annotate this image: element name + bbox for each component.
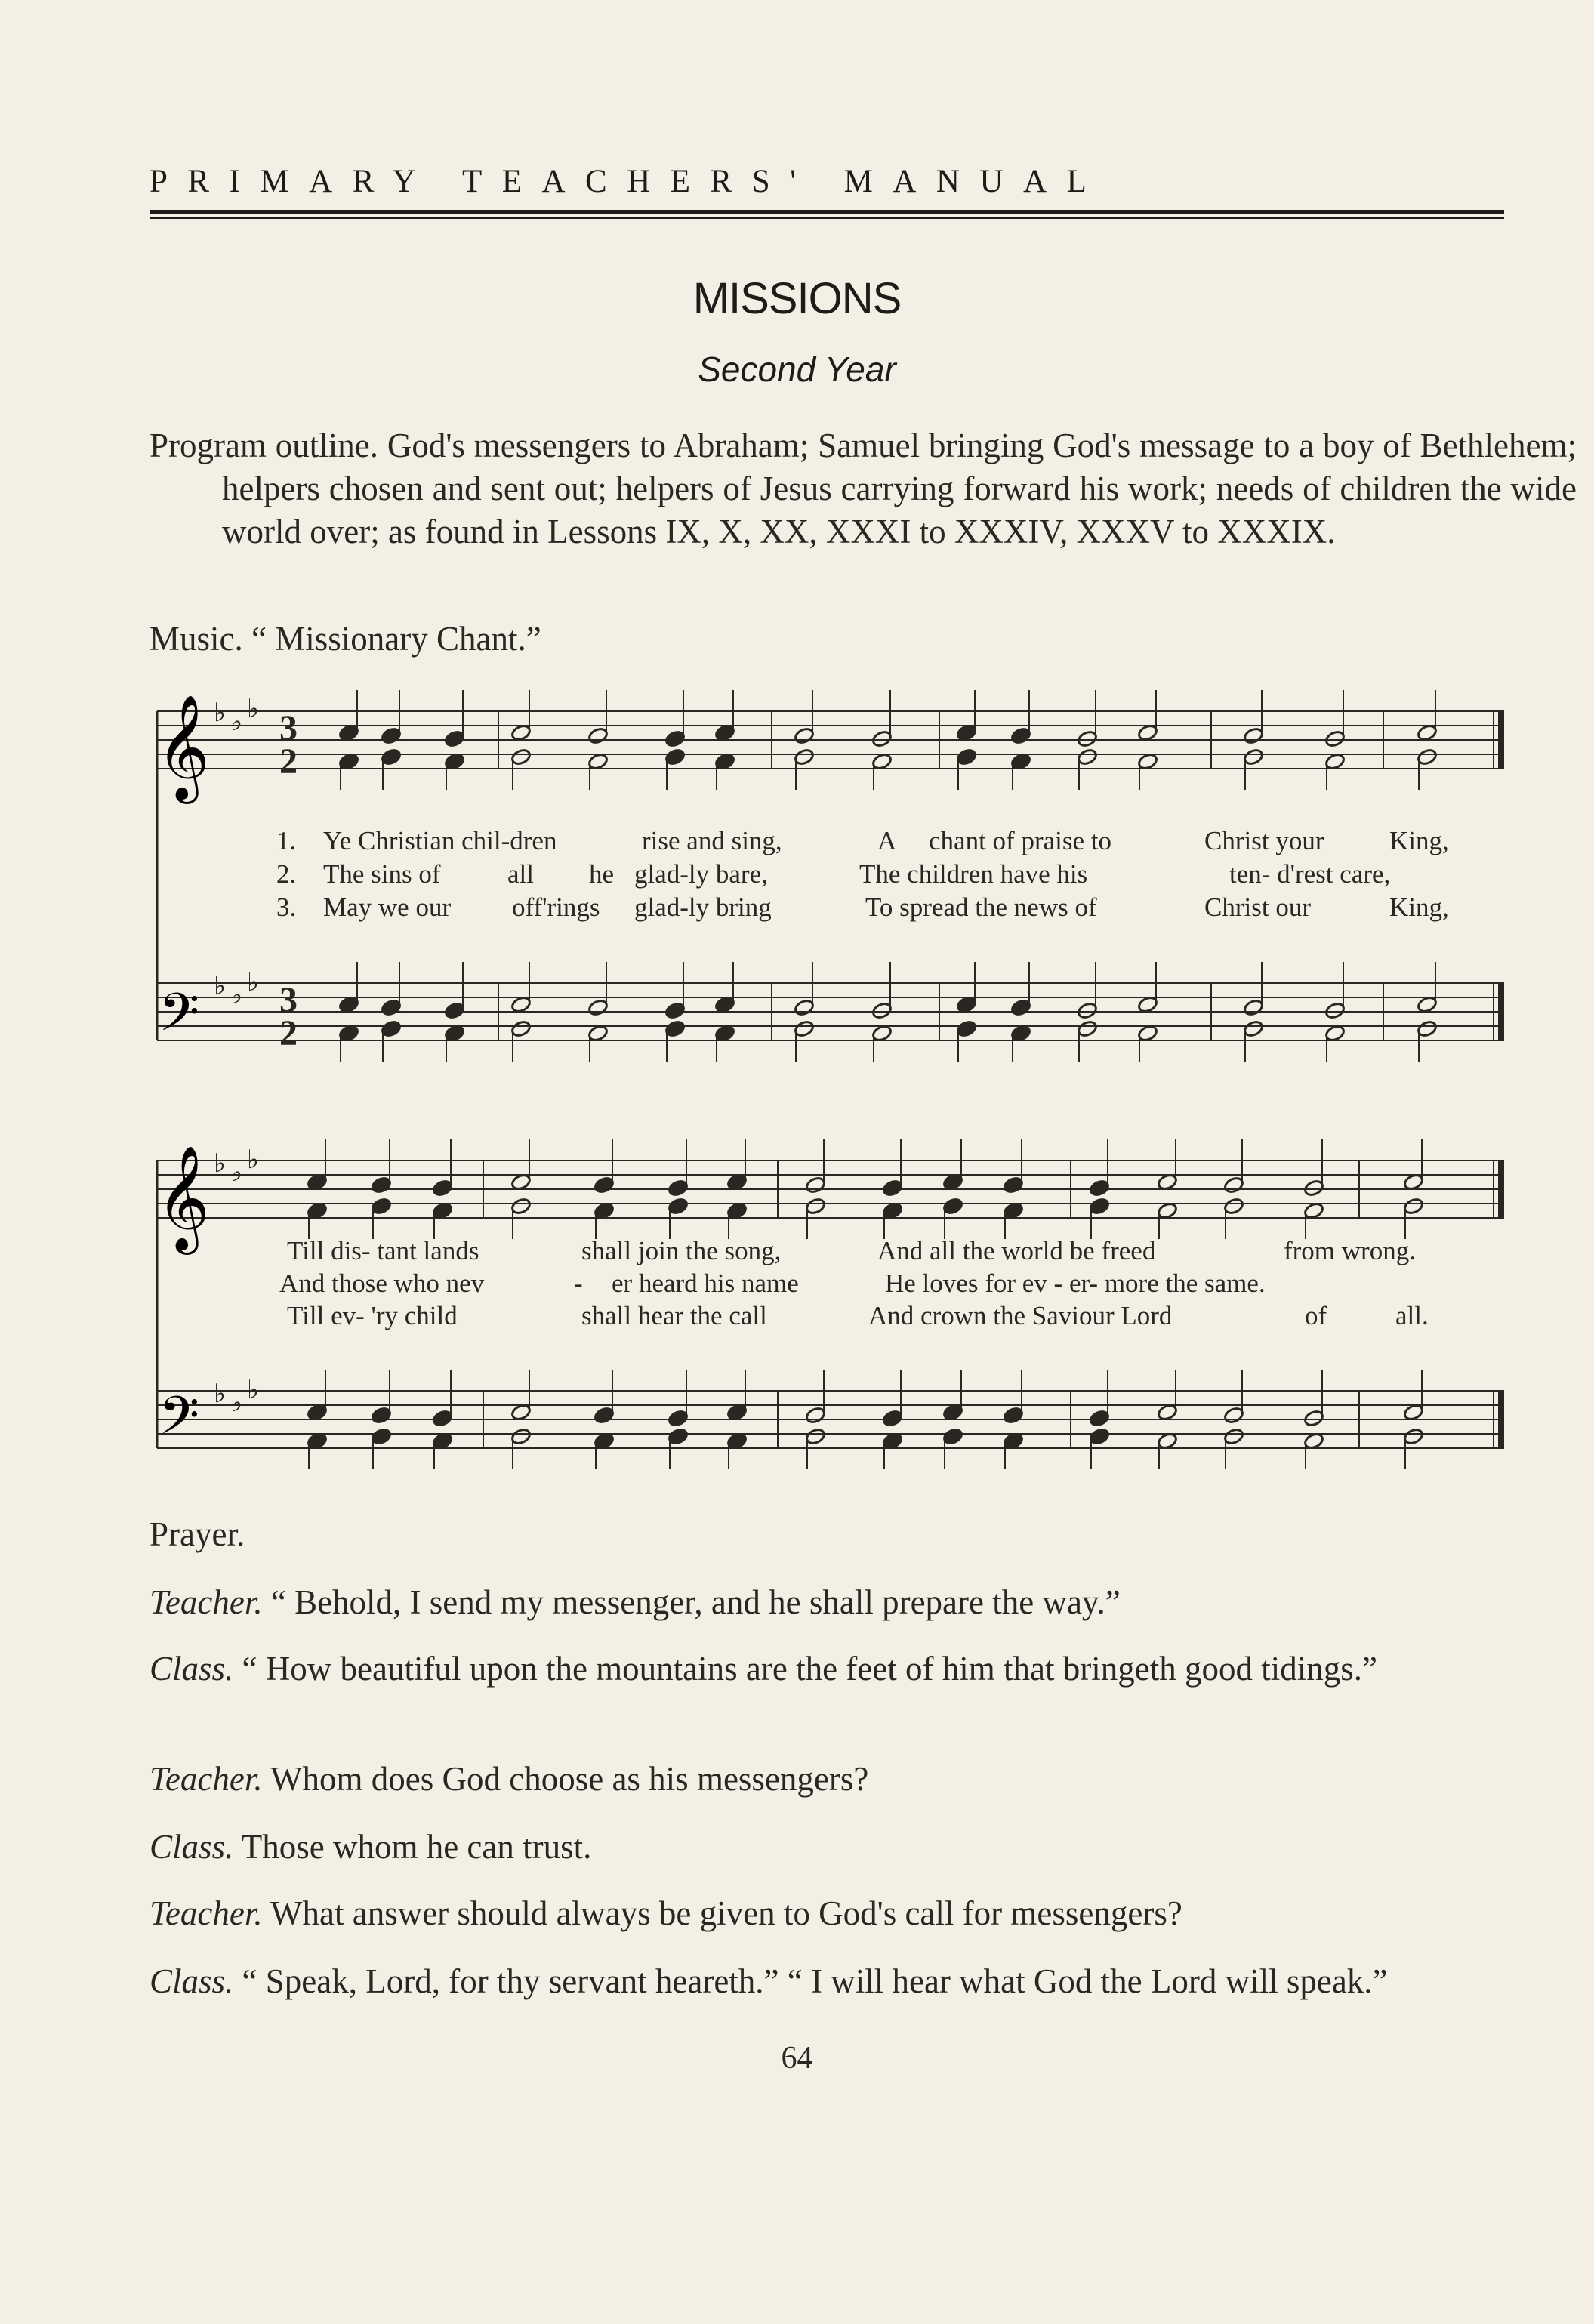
prayer-line: Prayer.: [150, 1515, 245, 1553]
double-bar: [1498, 711, 1504, 769]
note: [1089, 1197, 1111, 1216]
note: [432, 1179, 454, 1197]
key-signatures: [214, 694, 259, 1418]
music-line: Music. “ Missionary Chant.”: [150, 620, 541, 658]
svg-text:3: 3: [279, 708, 298, 748]
svg-text:Till ev- 'ry child: Till ev- 'ry child: [287, 1301, 458, 1330]
note: [444, 1001, 466, 1020]
note: [1089, 1409, 1111, 1428]
note: [510, 1197, 532, 1216]
svg-text:He loves for ev - er- more the: He loves for ev - er- more the same.: [885, 1268, 1266, 1298]
dialogue-text: Whom does God choose as his messengers?: [270, 1760, 869, 1798]
note: [794, 1019, 815, 1038]
svg-text:♭: ♭: [230, 980, 243, 1010]
note: [871, 729, 893, 748]
dialogue-text: Those whom he can trust.: [241, 1828, 592, 1866]
svg-text:To spread the news of: To spread the news of: [865, 892, 1097, 922]
svg-text:glad-ly bare,: glad-ly bare,: [634, 859, 768, 889]
svg-text:from wrong.: from wrong.: [1284, 1236, 1416, 1265]
note: [1243, 726, 1265, 745]
speaker-label: Teacher.: [150, 1894, 263, 1932]
svg-text:And crown the Saviour Lord: And crown the Saviour Lord: [868, 1301, 1173, 1330]
note: [882, 1409, 904, 1428]
bass-clef-1: 𝄢: [159, 982, 200, 1056]
note: [381, 726, 402, 745]
svg-text:The children have his: The children have his: [859, 859, 1088, 889]
running-head: PRIMARY TEACHERS' MANUAL: [150, 164, 1107, 199]
note: [794, 726, 815, 745]
note: [1003, 1176, 1025, 1194]
note: [510, 1019, 532, 1038]
note: [805, 1427, 827, 1446]
page-subtitle: Second Year: [698, 350, 896, 389]
svg-text:er heard his name: er heard his name: [612, 1268, 799, 1298]
svg-text:And those who nev: And those who nev: [279, 1268, 485, 1298]
svg-text:-: -: [574, 1268, 583, 1298]
note: [1303, 1409, 1325, 1428]
svg-text:King,: King,: [1389, 892, 1449, 922]
svg-text:♭: ♭: [247, 1145, 260, 1175]
svg-text:ten- d'rest care,: ten- d'rest care,: [1229, 859, 1391, 889]
note: [1077, 1001, 1099, 1020]
note: [805, 1176, 827, 1194]
double-bar: [1498, 1160, 1504, 1218]
svg-text:♭: ♭: [214, 698, 227, 728]
dialogue-line: [150, 1581, 1577, 1624]
svg-text:♭: ♭: [214, 971, 227, 1001]
note: [871, 1001, 893, 1020]
speaker-label: Class.: [150, 1650, 234, 1688]
note: [1077, 1019, 1099, 1038]
notes: [307, 690, 1438, 1469]
svg-text:Christ your: Christ your: [1204, 826, 1324, 855]
dialogue-text: “ How beautiful upon the mountains are the feet of him that bringeth good tidings.”: [242, 1650, 1377, 1688]
svg-text:♭: ♭: [247, 694, 260, 724]
svg-text:glad-ly bring: glad-ly bring: [634, 892, 772, 922]
dialogue-line: [150, 1960, 1577, 2003]
svg-text:♭: ♭: [247, 1375, 260, 1405]
page-title: MISSIONS: [692, 274, 902, 323]
note: [371, 1427, 393, 1446]
note: [1010, 998, 1032, 1017]
dialogue-line: [150, 1647, 1577, 1691]
note: [794, 747, 815, 766]
svg-text:♭: ♭: [230, 1388, 243, 1418]
note: [587, 726, 609, 745]
note: [371, 1406, 393, 1425]
note: [882, 1179, 904, 1197]
double-bar: [1498, 983, 1504, 1040]
svg-text:♭: ♭: [214, 1379, 227, 1409]
svg-text:he: he: [589, 859, 615, 889]
note: [371, 1197, 393, 1216]
treble-clef-2: 𝄞: [156, 1145, 210, 1250]
note: [1417, 747, 1438, 766]
svg-text:The sins of: The sins of: [323, 859, 441, 889]
program-outline: Program outline. God's messengers to Abraham; Samuel bringing God's message to a boy of Bethlehem; helpers chosen and sent out; helpers of Jesus carrying forward his work; needs of children the wide world over; as found in Lessons IX, X, XX, XXXI to XXXIV, XXXV to XXXIX.: [150, 427, 1577, 550]
svg-text:2: 2: [279, 1013, 298, 1053]
svg-text:1.: 1.: [276, 826, 297, 855]
svg-text:3: 3: [279, 980, 298, 1020]
note: [805, 1197, 827, 1216]
svg-text:May we our: May we our: [323, 892, 452, 922]
svg-text:2: 2: [279, 741, 298, 781]
note: [381, 747, 402, 766]
note: [1417, 1019, 1438, 1038]
svg-text:rise and sing,: rise and sing,: [642, 826, 782, 855]
svg-text:chant of praise to: chant of praise to: [929, 826, 1111, 855]
svg-text:3.: 3.: [276, 892, 297, 922]
note: [1010, 726, 1032, 745]
note: [668, 1409, 689, 1428]
speaker-label: Teacher.: [150, 1760, 263, 1798]
note: [664, 747, 686, 766]
note: [1324, 1001, 1346, 1020]
bass-clef-2: 𝄢: [159, 1385, 200, 1459]
staff-lines: [157, 711, 1504, 1448]
svg-text:all.: all.: [1395, 1301, 1429, 1330]
svg-text:all: all: [507, 859, 534, 889]
svg-text:Christ our: Christ our: [1204, 892, 1311, 922]
note: [1089, 1427, 1111, 1446]
speaker-label: Teacher.: [150, 1583, 263, 1621]
note: [942, 1197, 964, 1216]
note: [594, 1176, 615, 1194]
note: [381, 998, 402, 1017]
dialogue-line: [150, 1758, 1577, 1801]
dialogue-text: What answer should always be given to God's call for messengers?: [270, 1894, 1182, 1932]
lyrics-system-2: [279, 1236, 1429, 1330]
treble-clef-1: 𝄞: [156, 695, 210, 800]
note: [1243, 1019, 1265, 1038]
note: [1403, 1427, 1425, 1446]
lyrics-system-1: [276, 826, 1449, 922]
svg-text:Till dis- tant lands: Till dis- tant lands: [287, 1236, 479, 1265]
note: [664, 1019, 686, 1038]
svg-text:off'rings: off'rings: [512, 892, 600, 922]
note: [805, 1406, 827, 1425]
svg-text:♭: ♭: [247, 967, 260, 997]
note: [1223, 1406, 1245, 1425]
svg-text:King,: King,: [1389, 826, 1449, 855]
note: [1077, 729, 1099, 748]
svg-text:of: of: [1305, 1301, 1327, 1330]
note: [668, 1427, 689, 1446]
note: [1003, 1406, 1025, 1425]
note: [432, 1409, 454, 1428]
note: [794, 998, 815, 1017]
note: [1324, 729, 1346, 748]
dialogue-text: “ Speak, Lord, for thy servant heareth.” “ I will hear what God the Lord will speak.”: [242, 1962, 1388, 2000]
note: [444, 729, 466, 748]
note: [1243, 747, 1265, 766]
note: [1403, 1197, 1425, 1216]
note: [1243, 998, 1265, 1017]
page-number: 64: [781, 2041, 813, 2076]
note: [664, 729, 686, 748]
note: [510, 1427, 532, 1446]
svg-text:♭: ♭: [230, 1157, 243, 1188]
note: [1223, 1427, 1245, 1446]
note: [1089, 1179, 1111, 1197]
note: [587, 998, 609, 1017]
speaker-label: Class.: [150, 1962, 234, 2000]
double-bar: [1498, 1391, 1504, 1448]
note: [1303, 1179, 1325, 1197]
svg-text:Ye Christian chil-dren: Ye Christian chil-dren: [323, 826, 557, 855]
note: [668, 1179, 689, 1197]
note: [1223, 1176, 1245, 1194]
dialogue-text: “ Behold, I send my messenger, and he shall prepare the way.”: [270, 1583, 1121, 1621]
dialogue-line: [150, 1826, 1577, 1869]
note: [956, 747, 978, 766]
svg-text:shall join the song,: shall join the song,: [581, 1236, 782, 1265]
svg-text:shall hear the call: shall hear the call: [581, 1301, 767, 1330]
note: [1223, 1197, 1245, 1216]
note: [594, 1406, 615, 1425]
svg-text:2.: 2.: [276, 859, 297, 889]
note: [956, 1019, 978, 1038]
svg-text:And all the world be freed: And all the world be freed: [877, 1236, 1156, 1265]
svg-text:A: A: [877, 826, 897, 855]
speaker-label: Class.: [150, 1828, 234, 1866]
note: [942, 1427, 964, 1446]
note: [371, 1176, 393, 1194]
dialogue-line: [150, 1892, 1577, 1935]
note: [668, 1197, 689, 1216]
note: [1077, 747, 1099, 766]
svg-text:♭: ♭: [230, 707, 243, 737]
svg-text:♭: ♭: [214, 1148, 227, 1179]
note: [664, 1001, 686, 1020]
note: [381, 1019, 402, 1038]
note: [510, 747, 532, 766]
